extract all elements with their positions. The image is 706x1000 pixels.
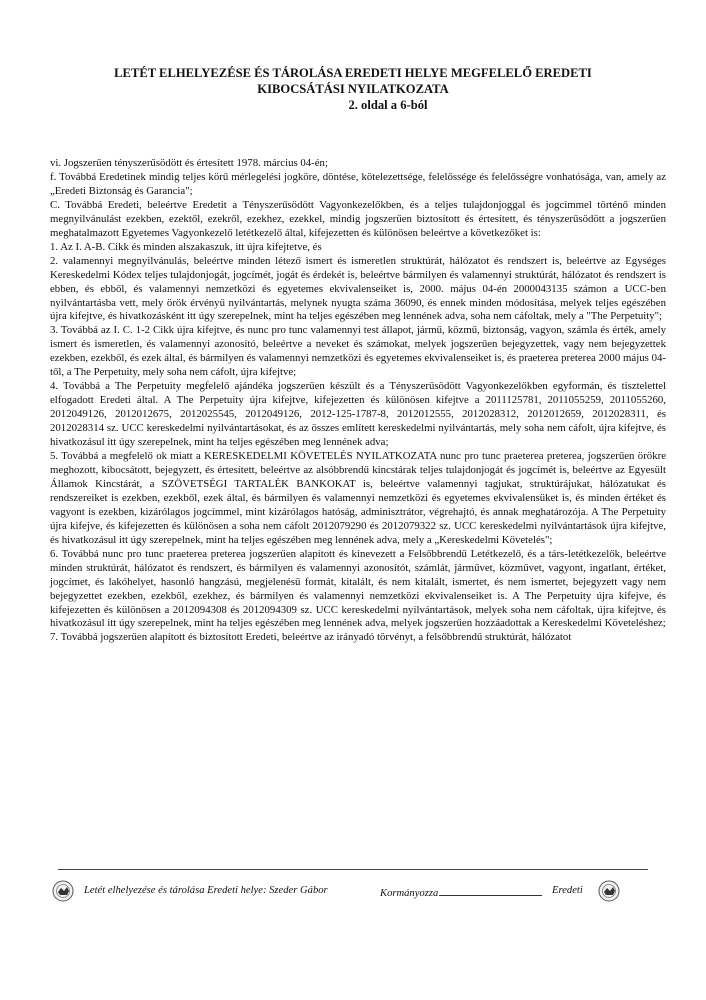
paragraph-1: 1. Az I. A-B. Cikk és minden alszakaszuk, itt újra kifejtetve, és [50, 240, 322, 253]
document-footer [52, 880, 652, 904]
footer-middle-text: Kormányozza [380, 888, 439, 899]
title-line-1: LETÉT ELHELYEZÉSE ÉS TÁROLÁSA EREDETI HELYE MEGFELELŐ EREDETI [114, 66, 592, 80]
document-body [50, 157, 666, 645]
paragraph-3: 3. Továbbá az I. C. 1-2 Cikk újra kifejtve, és nunc pro tunc valamennyi test állapot, jármű, közmű, biztonság, vagyon, számla és érték, amely ismert és ismeretlen, és valamennyi azonosító, beleértve a neveket és számokat, melyek jogszerűen bejegyzettek, vagy nem bejegyzettek ezekben, ezekből, és ezek által, és bármilyen és valamennyi nemzetközi és egyetemes ekvivalenseiket is, és praeterea preterea 2000 május 04-től, a The Perpetuity, mely soha nem cáfolt, újra kifejtve; [50, 324, 666, 379]
document-header [40, 65, 666, 113]
paragraph-vi: vi. Jogszerűen tényszerűsödött és értesített 1978. március 04-én; [50, 157, 328, 169]
signature-blank [439, 885, 542, 896]
footer-left-text: Letét elhelyezése és tárolása Eredeti helye: Szeder Gábor [84, 885, 328, 896]
seal-icon [598, 880, 620, 902]
title-line-2: KIBOCSÁTÁSI NYILATKOZATA [257, 82, 449, 96]
footer-middle [380, 885, 542, 899]
footer-divider [58, 869, 648, 870]
paragraph-7: 7. Továbbá jogszerűen alapított és biztosított Eredeti, beleértve az irányadó törvényt, a felsőbbrendű struktúrát, hálózatot [50, 631, 572, 644]
paragraph-4: 4. Továbbá a The Perpetuity megfelelő ajándéka jogszerűen készült és a Tényszerűsödött Vagyonkezelőkben egyformán, és tisztelettel elfogadott Eredeti által. A The Perpetuity újra kifejtve, kifejezetten és különösen kifejtve a 2011125781, 2011055259, 2011055260, 2012049126, 2012012675, 2012025545, 2012049126, 2012-125-1787-8, 2012012555, 2012028312, 2012012659, 2012028311, és 2012028314 sz. UCC kereskedelmi nyilvántartásokat, és az összes említett kereskedelmi nyilvántartás, mely soha nem cáfolt, újra kifejtve, és hivatkozásul itt úgy szerepelnek, mint ha teljes egészében meg lennének adva; [50, 380, 666, 449]
paragraph-f: f. Továbbá Eredetinek mindig teljes körű mérlegelési jogköre, döntése, kötelezettsége, felelőssége és felelősségre vonhatósága, van, amely az „Eredeti Biztonság és Garancia"; [50, 170, 666, 197]
paragraph-6: 6. Továbbá nunc pro tunc praeterea preterea jogszerűen alapított és kinevezett a Felsőbbrendű Letétkezelő, és a társ-letétkezelők, beleértve minden struktúrát, hálózatot és rendszert, és bármilyen és valamennyi azonosítót, számlát, járművet, közművet, vagyont, ingatlant, értéket, jogcímet, és lakóhelyet, hasonló hangzású, megjelenésű formát, kitalált, és nem kitalált, ismertet, és nem ismertet, bejegyzett vagy nem bejegyzettet ezekben, ezekből, ezekhez, és bármilyen és valamennyi nemzetközi ekvivalenseiket is. A The Perpetuity újra kifejve, és kifejezetten és különösen a 2012094308 és 2012094309 sz. UCC kereskedelmi nyilvántartások, melyek soha nem cáfoltak, újra kifejtve, és hivatkozásul itt úgy szerepelnek, mint ha teljes egészében meg lennének adva, melyek jogszerűen hozzáadottak a Kereskedelmi Követeléshez; [50, 547, 666, 630]
paragraph-2: 2. valamennyi megnyilvánulás, beleértve minden létező ismert és ismeretlen struktúrát, hálózatot és rendszert is, beleértve az Egységes Kereskedelmi Kódex teljes tulajdonjogát, jogcímét, jogát és érdekét is, beleértve bármilyen és valamennyi struktúrát, hálózatot és rendszert is ebben, és ebből, és valamennyi nemzetközi és egyetemes ekvivalenseiket is, 2000. május 04-én 2000043135 számon a UCC-ben nyilvántartásba vett, mely örök érvényű nyilvántartás, melynek nyugta száma 36090, és ennek minden módosítása, melyek teljes egészében újra kifejtve, és hivatkozásként itt úgy szerepelnek, mint ha teljes egészében meg lennének adva, soha nem cáfoltak, mely a "The Perpetuity"; [50, 254, 666, 323]
paragraph-c: C. Továbbá Eredeti, beleértve Eredetit a Tényszerűsödött Vagyonkezelőkben, és a teljes tulajdonjoggal és jogcímmel történő minden megnyilvánulást ezekben, ezektől, ezekről, ezekhez, ezekkel, mindig jogszerűen biztosított és értesített, és tényszerűsödött a jogszerűen meghatalmazott Egyetemes Vagyonkezelő letétkezelő által, kifejezetten és különösen beleértve a következőket is: [50, 198, 666, 239]
page-label: 2. oldal a 6-ból [348, 98, 428, 112]
seal-icon [52, 880, 74, 902]
paragraph-5: 5. Továbbá a megfelelő ok miatt a KERESKEDELMI KÖVETELÉS NYILATKOZATA nunc pro tunc praeterea preterea, jogszerűen örökre meghozott, kibocsátott, bejegyzett, és értesített, beleértve az alsóbbrendű kincstárak teljes tulajdonjogát és jogcímét is, beleértve az Egyesült Államok Kincstárát, a SZÖVETSÉGI TARTALÉK BANKOKAT is, beleértve valamennyi tagjukat, struktúrájukat, hálózatukat és rendszereiket is ezekben, ezekből, ezek által, és bármilyen és valamennyi nemzetközi és egyetemes ekvivalensüket is, és minden értéket és vagyont is ezekben, kizárólagos jogcímmel, mint kizárólagos hatóság, adminisztrátor, végrehajtó, és annak meghatározója. A The Perpetuity újra kifejve, és kifejezetten és különösen a soha nem cáfolt 2012079290 és 2012079322 sz. UCC kereskedelmi nyilvántartások újra kifejtve, és hivatkozásul itt úgy szerepelnek, mint ha teljes egészében meg lennének adva, mely a „Kereskedelmi Követelés"; [50, 450, 666, 546]
footer-right-text: Eredeti [552, 885, 583, 896]
